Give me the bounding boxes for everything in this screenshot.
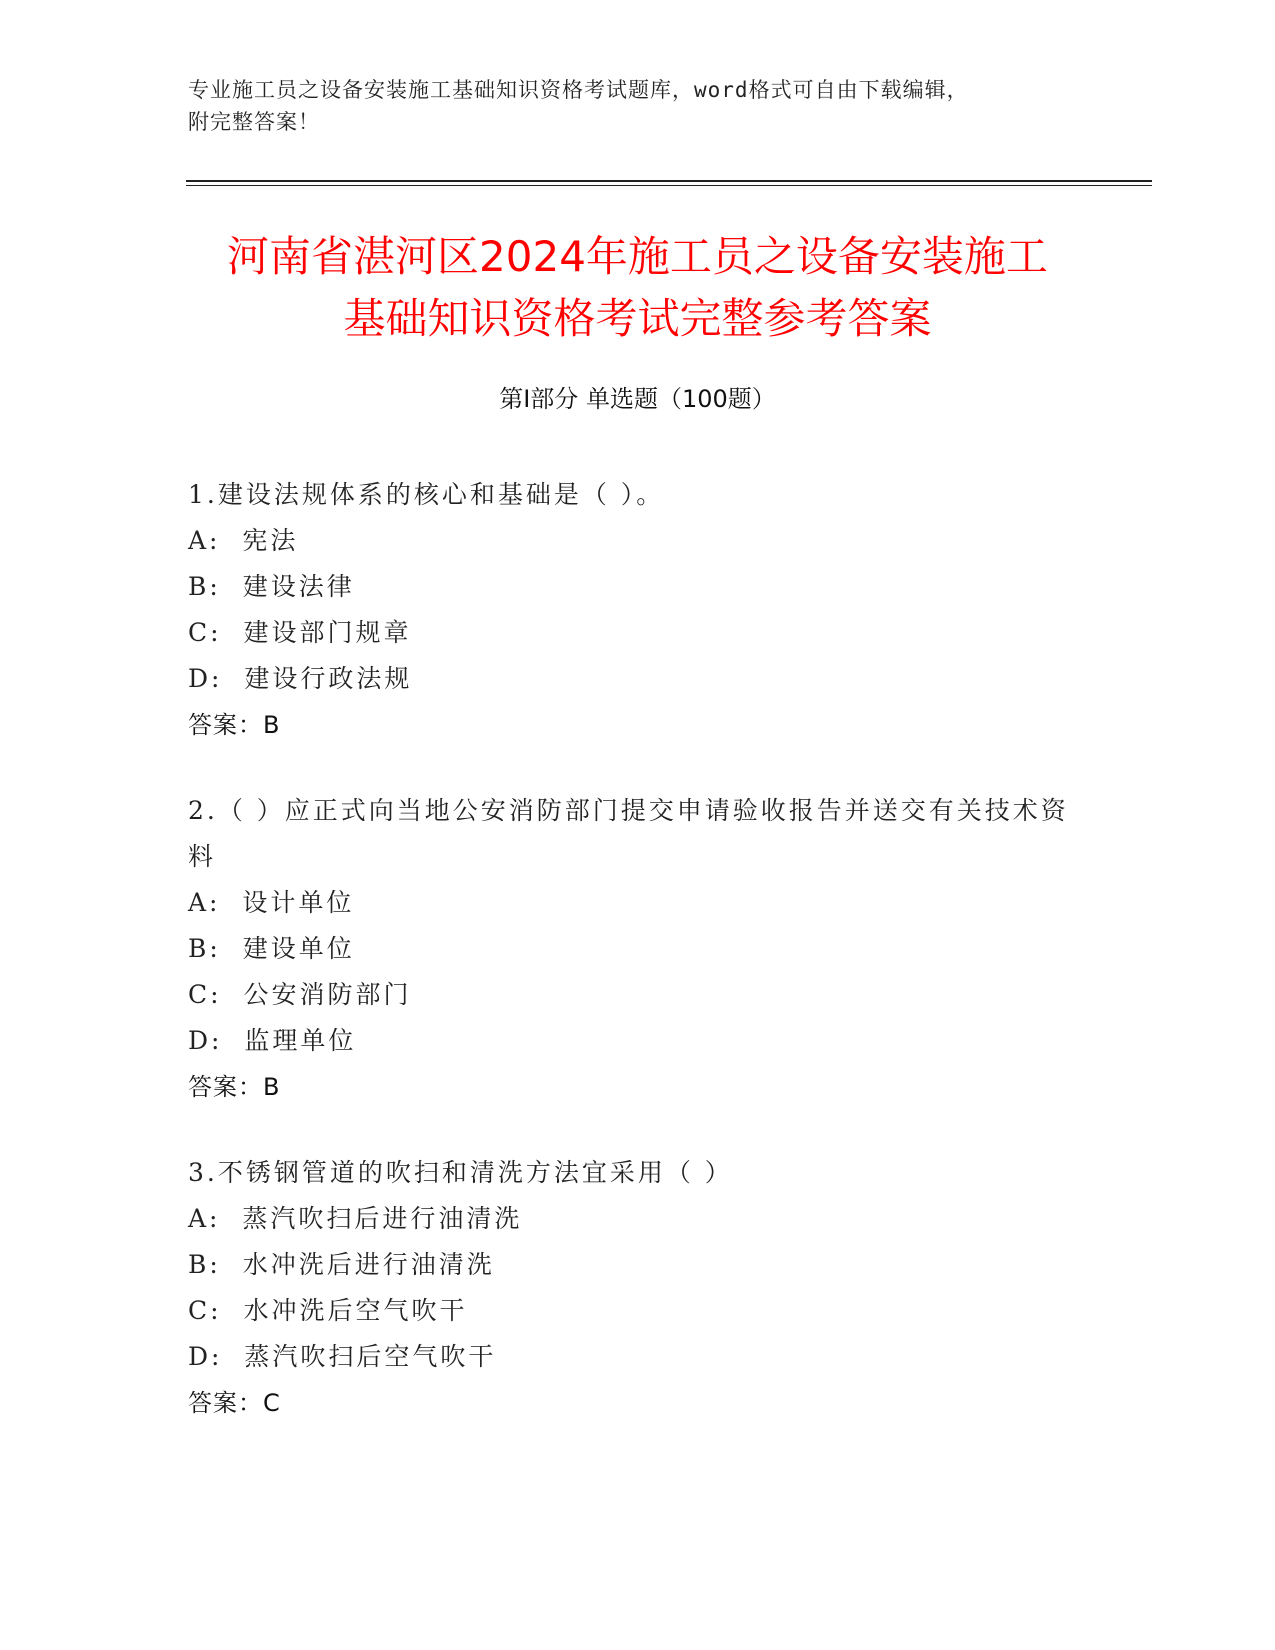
option-a: A: 宪法 [188, 526, 299, 555]
option-c: C: 公安消防部门 [188, 980, 412, 1009]
question-1 [188, 472, 1088, 748]
option-d: D: 蒸汽吹扫后空气吹干 [188, 1342, 497, 1371]
answer-line [188, 702, 1088, 748]
header-note-line-2: 附完整答案！ [188, 110, 320, 134]
question-list [188, 472, 1088, 1466]
section-heading: 第Ⅰ部分 单选题（100题） [499, 385, 776, 413]
option-c: C: 建设部门规章 [188, 618, 412, 647]
question-3 [188, 1150, 1088, 1426]
option-c: C: 水冲洗后空气吹干 [188, 1296, 468, 1325]
option-d: D: 建设行政法规 [188, 664, 413, 693]
question-stem: 1.建设法规体系的核心和基础是（ ）。 [188, 480, 665, 509]
question-2 [188, 788, 1088, 1110]
answer-label: 答案： [188, 1073, 263, 1101]
option-b: B: 建设法律 [188, 572, 355, 601]
document-title-line-1: 河南省湛河区2024年施工员之设备安装施工 [227, 232, 1048, 281]
question-stem: 2.（ ）应正式向当地公安消防部门提交申请验收报告并送交有关技术资料 [188, 796, 1069, 871]
header-divider-thick [186, 180, 1152, 182]
document-title-line-2: 基础知识资格考试完整参考答案 [343, 294, 932, 343]
header-note [188, 74, 1088, 138]
option-b: B: 水冲洗后进行油清洗 [188, 1250, 495, 1279]
header-note-line-1: 专业施工员之设备安装施工基础知识资格考试题库，word格式可自由下载编辑， [188, 78, 969, 102]
answer-value: B [263, 711, 280, 739]
answer-value: C [263, 1389, 280, 1417]
option-b: B: 建设单位 [188, 934, 355, 963]
answer-value: B [263, 1073, 280, 1101]
option-d: D: 监理单位 [188, 1026, 357, 1055]
header-divider-thin [186, 185, 1152, 186]
answer-label: 答案： [188, 1389, 263, 1417]
option-a: A: 蒸汽吹扫后进行油清洗 [188, 1204, 523, 1233]
answer-line [188, 1380, 1088, 1426]
answer-label: 答案： [188, 711, 263, 739]
document-title [160, 226, 1115, 350]
answer-line [188, 1064, 1088, 1110]
option-a: A: 设计单位 [188, 888, 355, 917]
question-stem: 3.不锈钢管道的吹扫和清洗方法宜采用（ ） [188, 1158, 733, 1187]
